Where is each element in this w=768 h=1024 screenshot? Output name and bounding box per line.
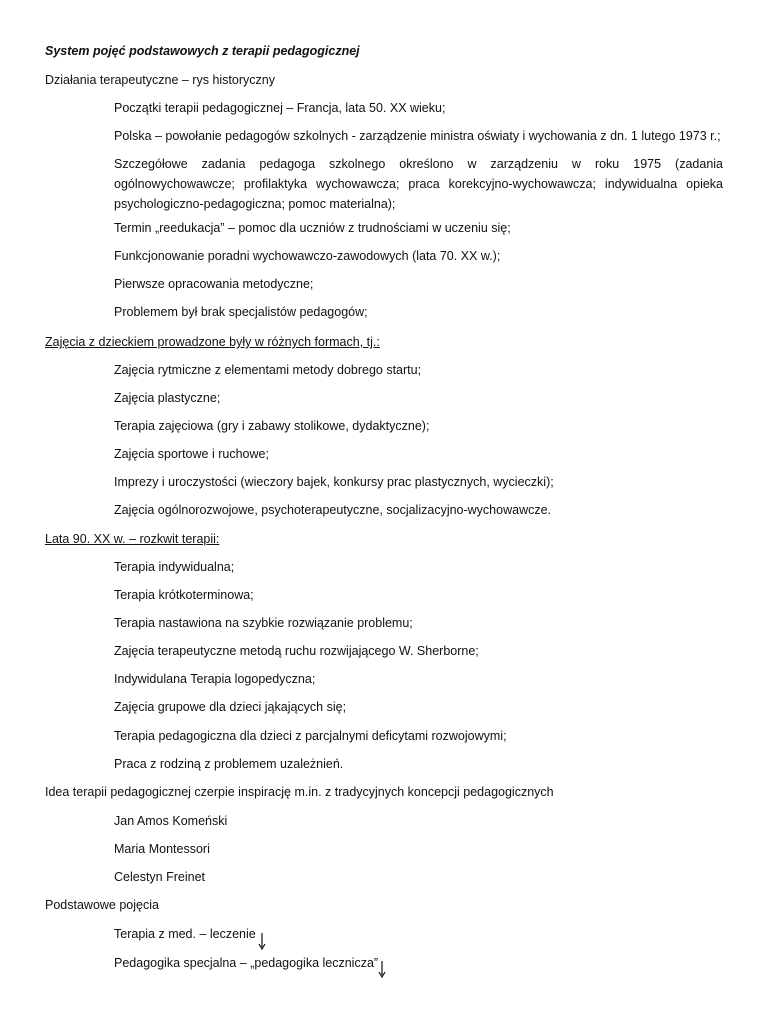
list-item: Pedagogika specjalna – „pedagogika lecznicza” [114,956,379,970]
section-heading-history: Działania terapeutyczne – rys historyczny [45,73,275,87]
list-item: Zajęcia sportowe i ruchowe; [114,447,269,461]
list-item: Terapia krótkoterminowa; [114,588,254,602]
list-item: Zajęcia rytmiczne z elementami metody dobrego startu; [114,363,422,377]
list-item: Terapia pedagogiczna dla dzieci z parcjalnymi deficytami rozwojowymi; [114,729,507,743]
list-item: Zajęcia plastyczne; [114,391,221,405]
list-item: Terapia indywidualna; [114,560,235,574]
list-item: Celestyn Freinet [114,870,206,884]
list-item: Terapia zajęciowa (gry i zabawy stolikowe, dydaktyczne); [114,419,430,433]
section-heading-90s: Lata 90. XX w. – rozkwit terapii: [45,532,220,546]
list-item: Pierwsze opracowania metodyczne; [114,277,314,291]
list-item: Zajęcia ogólnorozwojowe, psychoterapeutyczne, socjalizacyjno-wychowawcze. [114,503,552,517]
list-item: Funkcjonowanie poradni wychowawczo-zawodowych (lata 70. XX w.); [114,249,501,263]
list-item: Jan Amos Komeński [114,814,228,828]
section-heading-forms: Zajęcia z dzieckiem prowadzone były w różnych formach, tj.: [45,335,380,349]
list-item: Indywidulana Terapia logopedyczna; [114,672,316,686]
document-title: System pojęć podstawowych z terapii pedagogicznej [45,44,360,58]
list-item: Praca z rodziną z problemem uzależnień. [114,757,344,771]
list-item: Problemem był brak specjalistów pedagogów; [114,305,368,319]
down-arrow-icon [257,932,267,950]
list-item: Maria Montessori [114,842,210,856]
section-heading-concepts: Podstawowe pojęcia [45,898,159,912]
section-heading-inspiration: Idea terapii pedagogicznej czerpie inspirację m.in. z tradycyjnych koncepcji pedagogicznych [45,785,554,799]
list-item: Szczegółowe zadania pedagoga szkolnego określono w zarządzeniu w roku 1975 (zadania ogólnowychowawcze; profilaktyka wychowawcza; praca korekcyjno-wychowawcza; indywidualna opieka psychologiczno-pedagogiczna; pomoc materialna); [114,157,723,211]
list-item: Zajęcia terapeutyczne metodą ruchu rozwijającego W. Sherborne; [114,644,479,658]
list-item: Polska – powołanie pedagogów szkolnych - zarządzenie ministra oświaty i wychowania z dn. 1 lutego 1973 r.; [114,129,721,143]
list-item: Początki terapii pedagogicznej – Francja, lata 50. XX wieku; [114,101,446,115]
list-item: Terapia z med. – leczenie [114,927,256,941]
list-item: Terapia nastawiona na szybkie rozwiązanie problemu; [114,616,413,630]
down-arrow-icon [377,960,387,978]
list-item: Termin „reedukacja” – pomoc dla uczniów z trudnościami w uczeniu się; [114,221,511,235]
list-item: Imprezy i uroczystości (wieczory bajek, konkursy prac plastycznych, wycieczki); [114,475,554,489]
list-item: Zajęcia grupowe dla dzieci jąkających się; [114,700,347,714]
